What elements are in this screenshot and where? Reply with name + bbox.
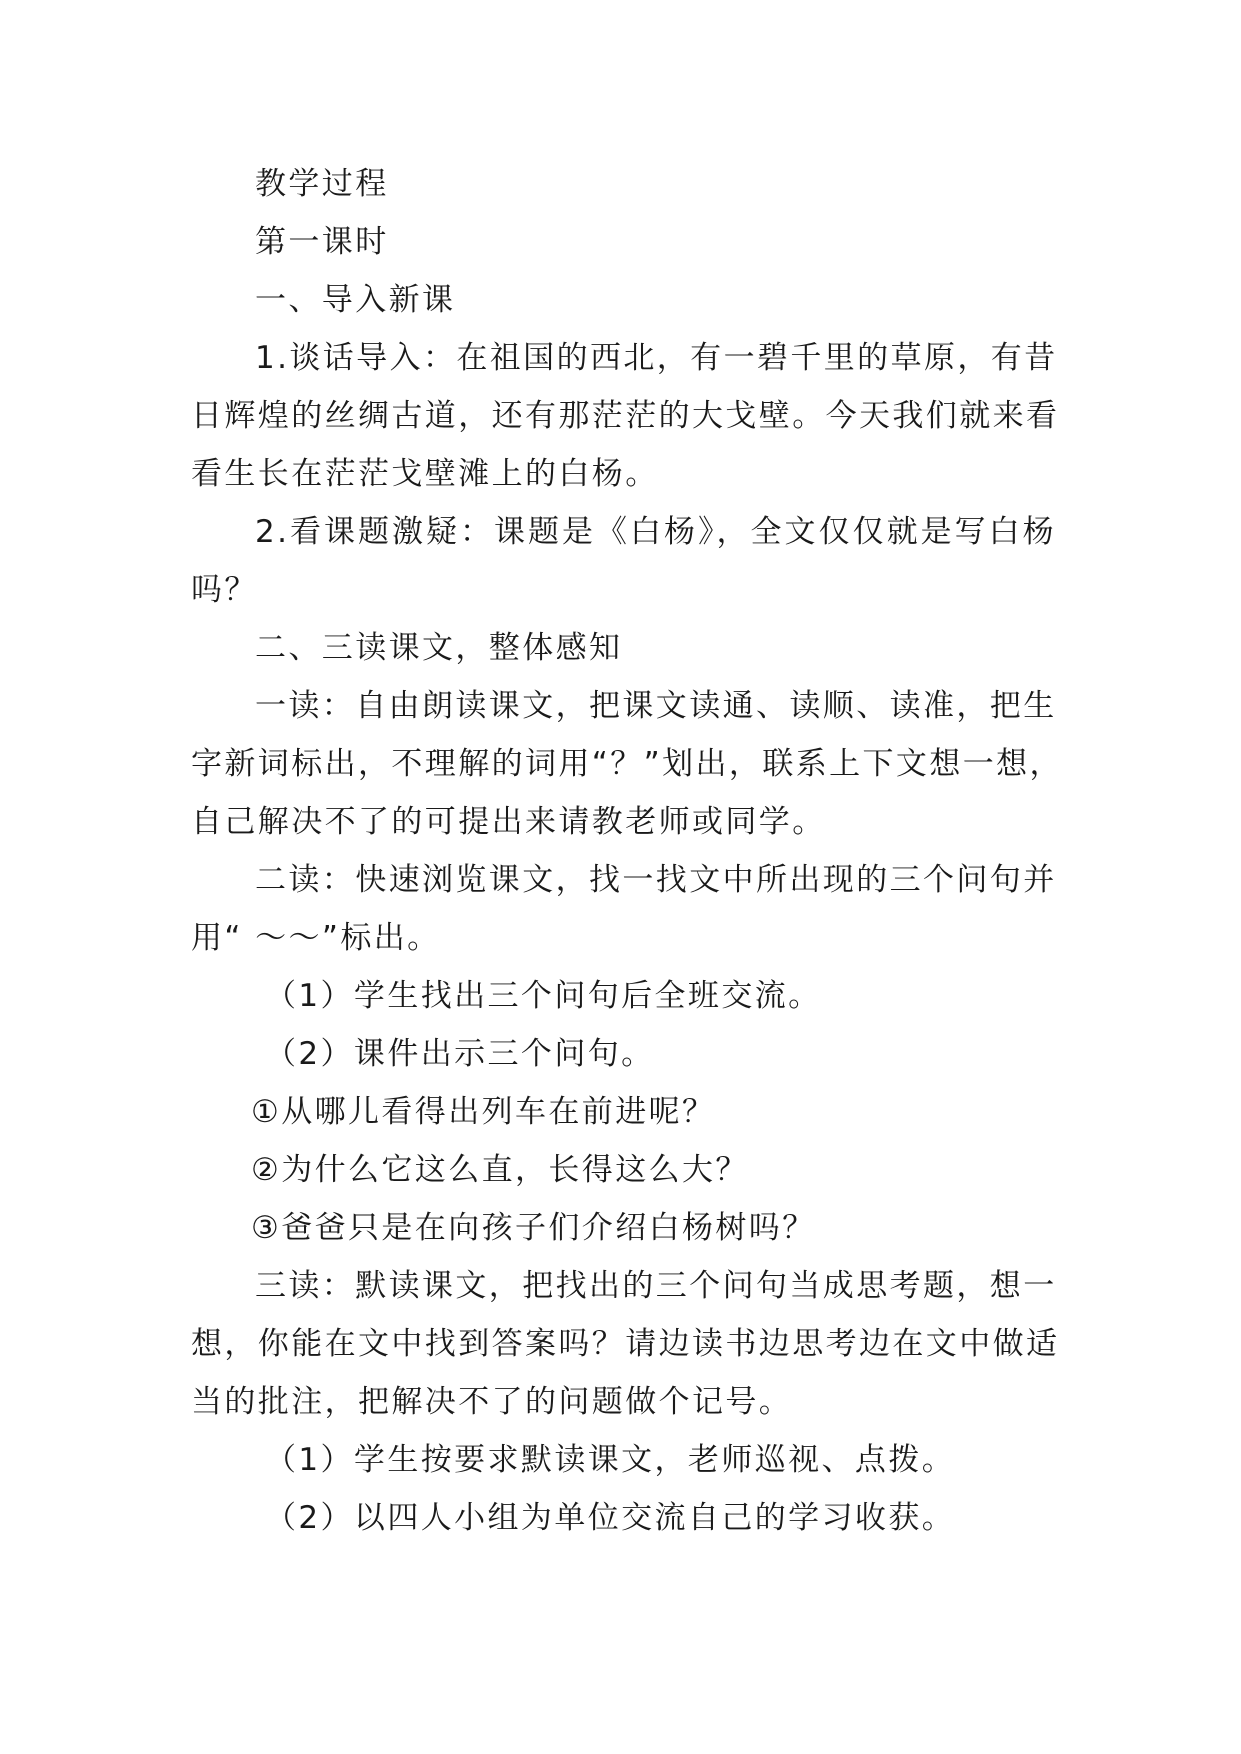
paragraph-line: 三读：默读课文，把找出的三个问句当成思考题，想一 [255, 1268, 1057, 1304]
heading-first-lesson: 第一课时 [255, 224, 389, 260]
heading-teaching-process: 教学过程 [255, 166, 389, 202]
paragraph-line: 当的批注，把解决不了的问题做个记号。 [191, 1384, 793, 1420]
paragraph-line: 二读：快速浏览课文，找一找文中所出现的三个问句并 [255, 862, 1057, 898]
question-item: ②为什么它这么直，长得这么大？ [251, 1152, 749, 1188]
paragraph-line: 用“ ～～”标出。 [191, 920, 441, 956]
section-two-title: 二、三读课文，整体感知 [255, 630, 623, 666]
list-item: （2）以四人小组为单位交流自己的学习收获。 [265, 1500, 956, 1536]
list-item: （1）学生按要求默读课文，老师巡视、点拨。 [265, 1442, 956, 1478]
paragraph-line: 吗？ [191, 572, 258, 608]
paragraph-line: 自己解决不了的可提出来请教老师或同学。 [191, 804, 826, 840]
paragraph-line: 1.谈话导入：在祖国的西北，有一碧千里的草原，有昔 [255, 340, 1058, 376]
list-item: （1）学生找出三个问句后全班交流。 [265, 978, 822, 1014]
lesson-text [191, 155, 1063, 1547]
paragraph-line: 日辉煌的丝绸古道，还有那茫茫的大戈壁。今天我们就来看 [191, 398, 1060, 434]
list-item: （2）课件出示三个问句。 [265, 1036, 655, 1072]
question-item: ①从哪儿看得出列车在前进呢？ [251, 1094, 716, 1130]
section-one-title: 一、导入新课 [255, 282, 456, 318]
question-item: ③爸爸只是在向孩子们介绍白杨树吗？ [251, 1210, 816, 1246]
paragraph-line: 字新词标出，不理解的词用“？”划出，联系上下文想一想， [191, 746, 1063, 782]
paragraph-line: 想，你能在文中找到答案吗？请边读书边思考边在文中做适 [191, 1326, 1060, 1362]
paragraph-line: 看生长在茫茫戈壁滩上的白杨。 [191, 456, 659, 492]
paragraph-line: 一读：自由朗读课文，把课文读通、读顺、读准，把生 [255, 688, 1057, 724]
paragraph-line: 2.看课题激疑：课题是《白杨》，全文仅仅就是写白杨 [255, 514, 1056, 550]
